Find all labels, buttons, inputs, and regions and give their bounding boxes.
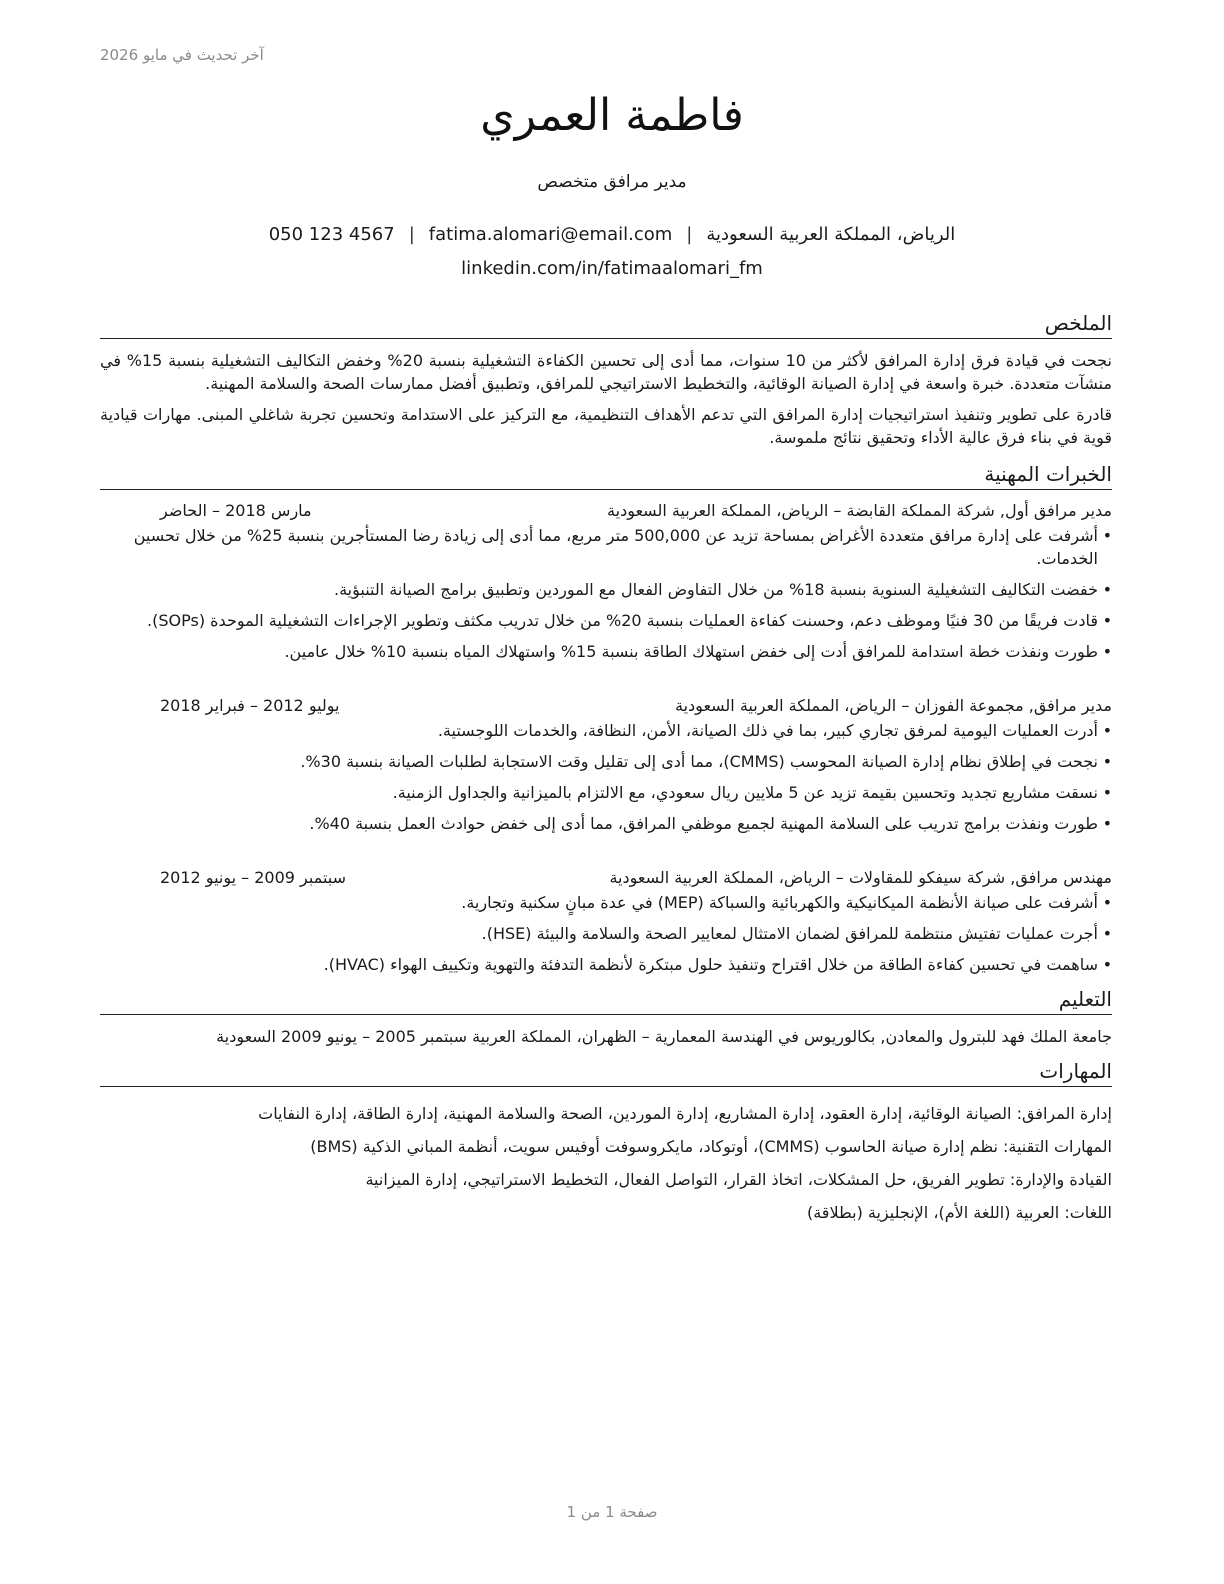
- job-title: مدير مرافق متخصص: [537, 172, 687, 192]
- job-heading: [100, 695, 1112, 717]
- skill-line: المهارات التقنية: نظم إدارة صيانة الحاسوب (CMMS)، أوتوكاد، مايكروسوفت أوفيس سويت، أنظمة المباني الذكية (BMS): [310, 1137, 1112, 1156]
- job-bullets: [100, 524, 1112, 663]
- job-heading: [100, 500, 1112, 522]
- job-entry: [100, 500, 1112, 663]
- job-role-company: مهندس مرافق, شركة سيفكو للمقاولات – الرياض، المملكة العربية السعودية: [609, 868, 1112, 887]
- list-item: • طورت ونفذت خطة استدامة للمرافق أدت إلى خفض استهلاك الطاقة بنسبة 15% واستهلاك المياه بنسبة 10% خلال عامين.: [100, 640, 1112, 663]
- section-title-summary: الملخص: [100, 310, 1112, 339]
- job-dates: يوليو 2012 – فبراير 2018: [160, 696, 340, 715]
- separator: |: [686, 224, 693, 245]
- job-dates: سبتمبر 2009 – يونيو 2012: [160, 868, 347, 887]
- section-title-education: التعليم: [100, 986, 1112, 1015]
- list-item: • طورت ونفذت برامج تدريب على السلامة المهنية لجميع موظفي المرافق، مما أدى إلى خفض حوادث العمل بنسبة 40%.: [100, 812, 1112, 835]
- job-heading: [100, 867, 1112, 889]
- skill-line: اللغات: العربية (اللغة الأم)، الإنجليزية (بطلاقة): [806, 1203, 1112, 1222]
- contact-line: [0, 224, 1224, 245]
- email: fatima.alomari@email.com: [428, 224, 673, 245]
- resume-content: [100, 310, 1112, 1235]
- phone: 050 123 4567: [268, 224, 395, 245]
- job-role-company: مدير مرافق أول, شركة المملكة القابضة – الرياض، المملكة العربية السعودية: [607, 501, 1112, 520]
- summary-paragraph: نجحت في قيادة فرق إدارة المرافق لأكثر من 10 سنوات، مما أدى إلى تحسين الكفاءة التشغيلية بنسبة 20% وخفض التكاليف التشغيلية بنسبة 15% في منشآت متعددة. خبرة واسعة في إدارة الصيانة الوقائية، والتخطيط الاستراتيجي للمرافق، وتطبيق أفضل ممارسات الصحة والسلامة المهنية.: [100, 351, 1112, 393]
- list-item: • قادت فريقًا من 30 فنيًا وموظف دعم، وحسنت كفاءة العمليات بنسبة 20% من خلال تدريب مكثف وتطوير الإجراءات التشغيلية الموحدة (SOPs).: [100, 609, 1112, 632]
- job-dates: مارس 2018 – الحاضر: [160, 501, 312, 520]
- list-item: • أشرفت على إدارة مرافق متعددة الأغراض بمساحة تزيد عن 500,000 متر مربع، مما أدى إلى زيادة رضا المستأجرين بنسبة 25% من خلال تحسين الخدمات.: [100, 524, 1112, 570]
- list-item: • أدرت العمليات اليومية لمرفق تجاري كبير، بما في ذلك الصيانة، الأمن، النظافة، والخدمات اللوجستية.: [100, 719, 1112, 742]
- linkedin-link[interactable]: linkedin.com/in/fatimaalomari_fm: [461, 258, 763, 279]
- list-item: • نسقت مشاريع تجديد وتحسين بقيمة تزيد عن 5 ملايين ريال سعودي، مع الالتزام بالميزانية والجداول الزمنية.: [100, 781, 1112, 804]
- list-item: • نجحت في إطلاق نظام إدارة الصيانة المحوسب (CMMS)، مما أدى إلى تقليل وقت الاستجابة لطلبات الصيانة بنسبة 30%.: [100, 750, 1112, 773]
- candidate-name: فاطمة العمري: [480, 90, 744, 141]
- list-item: • ساهمت في تحسين كفاءة الطاقة من خلال اقتراح وتنفيذ حلول مبتكرة لأنظمة التدفئة والتهوية وتكييف الهواء (HVAC).: [100, 953, 1112, 976]
- location: الرياض، المملكة العربية السعودية: [706, 224, 956, 245]
- job-entry: [100, 695, 1112, 835]
- job-bullets: [100, 891, 1112, 976]
- list-item: • أشرفت على صيانة الأنظمة الميكانيكية والكهربائية والسباكة (MEP) في عدة مبانٍ سكنية وتجارية.: [100, 891, 1112, 914]
- summary-paragraph: قادرة على تطوير وتنفيذ استراتيجيات إدارة المرافق التي تدعم الأهداف التنظيمية، مع التركيز على الاستدامة وتحسين تجربة شاغلي المبنى. مهارات قيادية قوية في بناء فرق عالية الأداء وتحقيق نتائج ملموسة.: [100, 405, 1112, 447]
- job-role-company: مدير مرافق, مجموعة الفوزان – الرياض، المملكة العربية السعودية: [675, 696, 1112, 715]
- list-item: • أجرت عمليات تفتيش منتظمة للمرافق لضمان الامتثال لمعايير الصحة والسلامة والبيئة (HSE).: [100, 922, 1112, 945]
- list-item: • خفضت التكاليف التشغيلية السنوية بنسبة 18% من خلال التفاوض الفعال مع الموردين وتطبيق برامج الصيانة التنبؤية.: [100, 578, 1112, 601]
- separator: |: [408, 224, 415, 245]
- education-entry: جامعة الملك فهد للبترول والمعادن, بكالوريوس في الهندسة المعمارية – الظهران، المملكة العربية سبتمبر 2005 – يونيو 2009 السعودية: [216, 1027, 1112, 1046]
- section-title-skills: المهارات: [100, 1058, 1112, 1087]
- skill-line: القيادة والإدارة: تطوير الفريق، حل المشكلات، اتخاذ القرار، التواصل الفعال، التخطيط الاستراتيجي، إدارة الميزانية: [365, 1170, 1112, 1189]
- section-title-experience: الخبرات المهنية: [100, 461, 1112, 490]
- job-entry: [100, 867, 1112, 976]
- page-number: صفحة 1 من 1: [566, 1503, 658, 1521]
- skill-line: إدارة المرافق: الصيانة الوقائية، إدارة العقود، إدارة المشاريع، إدارة الموردين، الصحة والسلامة المهنية، إدارة الطاقة، إدارة النفايات: [258, 1104, 1112, 1123]
- job-bullets: [100, 719, 1112, 835]
- last-updated: آخر تحديث في مايو 2026: [100, 46, 264, 64]
